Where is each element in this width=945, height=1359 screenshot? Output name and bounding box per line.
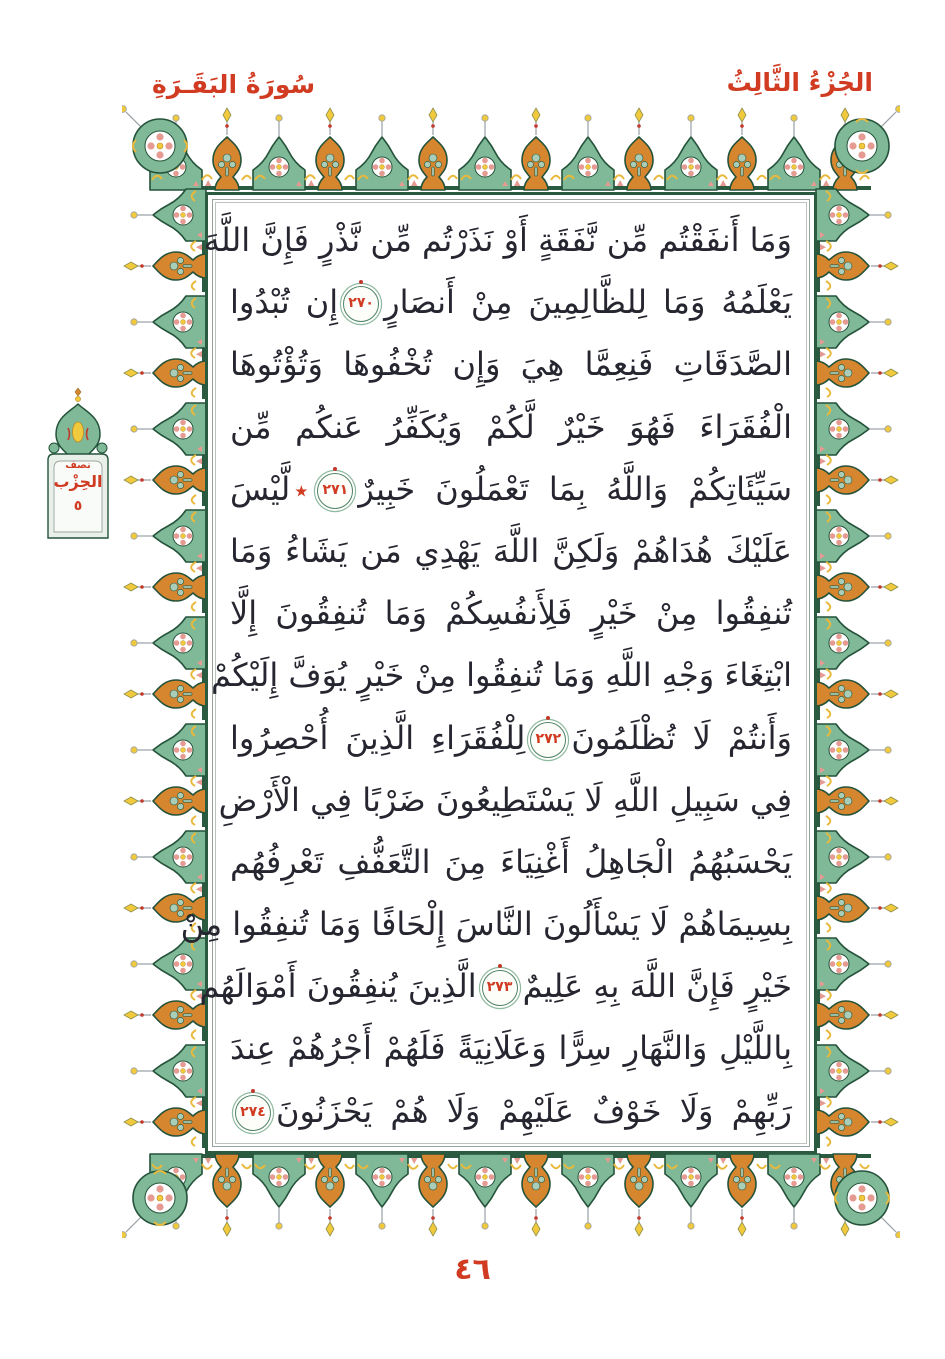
quran-line [218,769,792,831]
verse-text: لِلْفُقَرَاءِ الَّذِينَ أُحْصِرُوا [230,718,526,757]
verse-text: عَلَيْكَ هُدَاهُمْ وَلَكِنَّ اللَّهَ يَهْدِي مَن يَشَاءُ وَمَا [230,531,792,570]
verse-text: بِاللَّيْلِ وَالنَّهَارِ سِرًّا وَعَلَانِيَةً فَلَهُمْ أَجْرُهُمْ عِندَ [230,1029,792,1068]
juz-header: الجُزْءُ الثَّالِثُ [726,68,873,97]
border-top-band [150,108,871,190]
quran-line [230,831,792,893]
verse-text: خَيْرٍ فَإِنَّ اللَّهَ بِهِ عَلِيمٌ [522,967,792,1006]
quran-line [230,582,792,644]
verse-text: وَأَنتُمْ لَا تُظْلَمُونَ [571,718,793,757]
quran-line [230,396,792,458]
verse-text: سَيِّئَاتِكُمْ وَاللَّهُ بِمَا تَعْمَلُونَ خَبِيرٌ [358,469,792,508]
border-right-band [816,189,898,1148]
verse-text: بِسِيمَاهُمْ لَا يَسْأَلُونَ النَّاسَ إِلْحَافًا وَمَا تُنفِقُوا مِنْ [180,905,792,944]
text-frame [180,192,817,1154]
ayah-number-medallion: ٢٧٢ [530,722,566,758]
hizb-number: ٥ [73,498,83,514]
verse-text: فِي سَبِيلِ اللَّهِ لَا يَسْتَطِيعُونَ ضَرْبًا فِي الْأَرْضِ [218,780,792,819]
quran-line [230,520,792,582]
hizb-label: الحِزْب [53,472,103,491]
quran-line [230,333,792,395]
quran-line [199,955,792,1017]
quran-text [180,209,793,1137]
frame-mid-line [180,199,810,1147]
verse-text: الصَّدَقَاتِ فَنِعِمَّا هِيَ وَإِن تُخْفُوهَا وَتُؤْتُوهَا [230,345,792,384]
ayah-number-medallion: ٢٧١ [317,473,353,509]
verse-text: رَبِّهِمْ وَلَا خَوْفٌ عَلَيْهِمْ وَلَا هُمْ يَحْزَنُونَ [276,1091,792,1130]
verse-text: تُنفِقُوا مِنْ خَيْرٍ فَلِأَنفُسِكُمْ وَمَا تُنفِقُونَ إِلَّا [230,594,792,633]
verse-text: لَّيْسَ [230,469,291,508]
hizb-half-label: نصف [65,460,91,471]
border-left-band [124,189,206,1148]
rub-el-hizb-marker: ٭ [294,475,309,506]
quran-line [210,644,792,706]
quran-line [180,893,792,955]
verse-text: يَحْسَبُهُمُ الْجَاهِلُ أَغْنِيَاءَ مِنَ التَّعَفُّفِ تَعْرِفُهُم [230,842,792,881]
ayah-number-medallion: ٢٧٠ [343,286,379,322]
frame-inner-line [180,202,807,1144]
quran-line [230,271,792,333]
hizb-medallion [38,388,118,544]
quran-line [230,1017,792,1079]
ayah-number-medallion: ٢٧٤ [235,1095,271,1131]
verse-text: ابْتِغَاءَ وَجْهِ اللَّهِ وَمَا تُنفِقُوا مِنْ خَيْرٍ يُوَفَّ إِلَيْكُمْ [210,656,792,695]
quran-line [230,707,792,769]
quran-line [203,209,792,271]
surah-header: سُورَةُ البَقَـرَةِ [152,70,316,99]
verse-text: إِن تُبْدُوا [230,283,339,322]
verse-text: وَمَا أَنفَقْتُم مِّن نَّفَقَةٍ أَوْ نَذَرْتُم مِّن نَّذْرٍ فَإِنَّ اللَّهَ [203,221,792,259]
page-number: ٤٦ [454,1252,491,1287]
border-bottom-band [150,1154,871,1236]
quran-line [230,1080,792,1142]
ayah-number-medallion: ٢٧٣ [482,970,518,1006]
verse-text: الَّذِينَ يُنفِقُونَ أَمْوَالَهُم [199,967,477,1006]
verse-text: يَعْلَمُهُ وَمَا لِلظَّالِمِينَ مِنْ أَنصَارٍ [384,283,793,322]
verse-text: الْفُقَرَاءَ فَهُوَ خَيْرٌ لَّكُمْ وَيُكَفِّرُ عَنكُم مِّن [230,407,792,446]
quran-line [230,458,792,520]
